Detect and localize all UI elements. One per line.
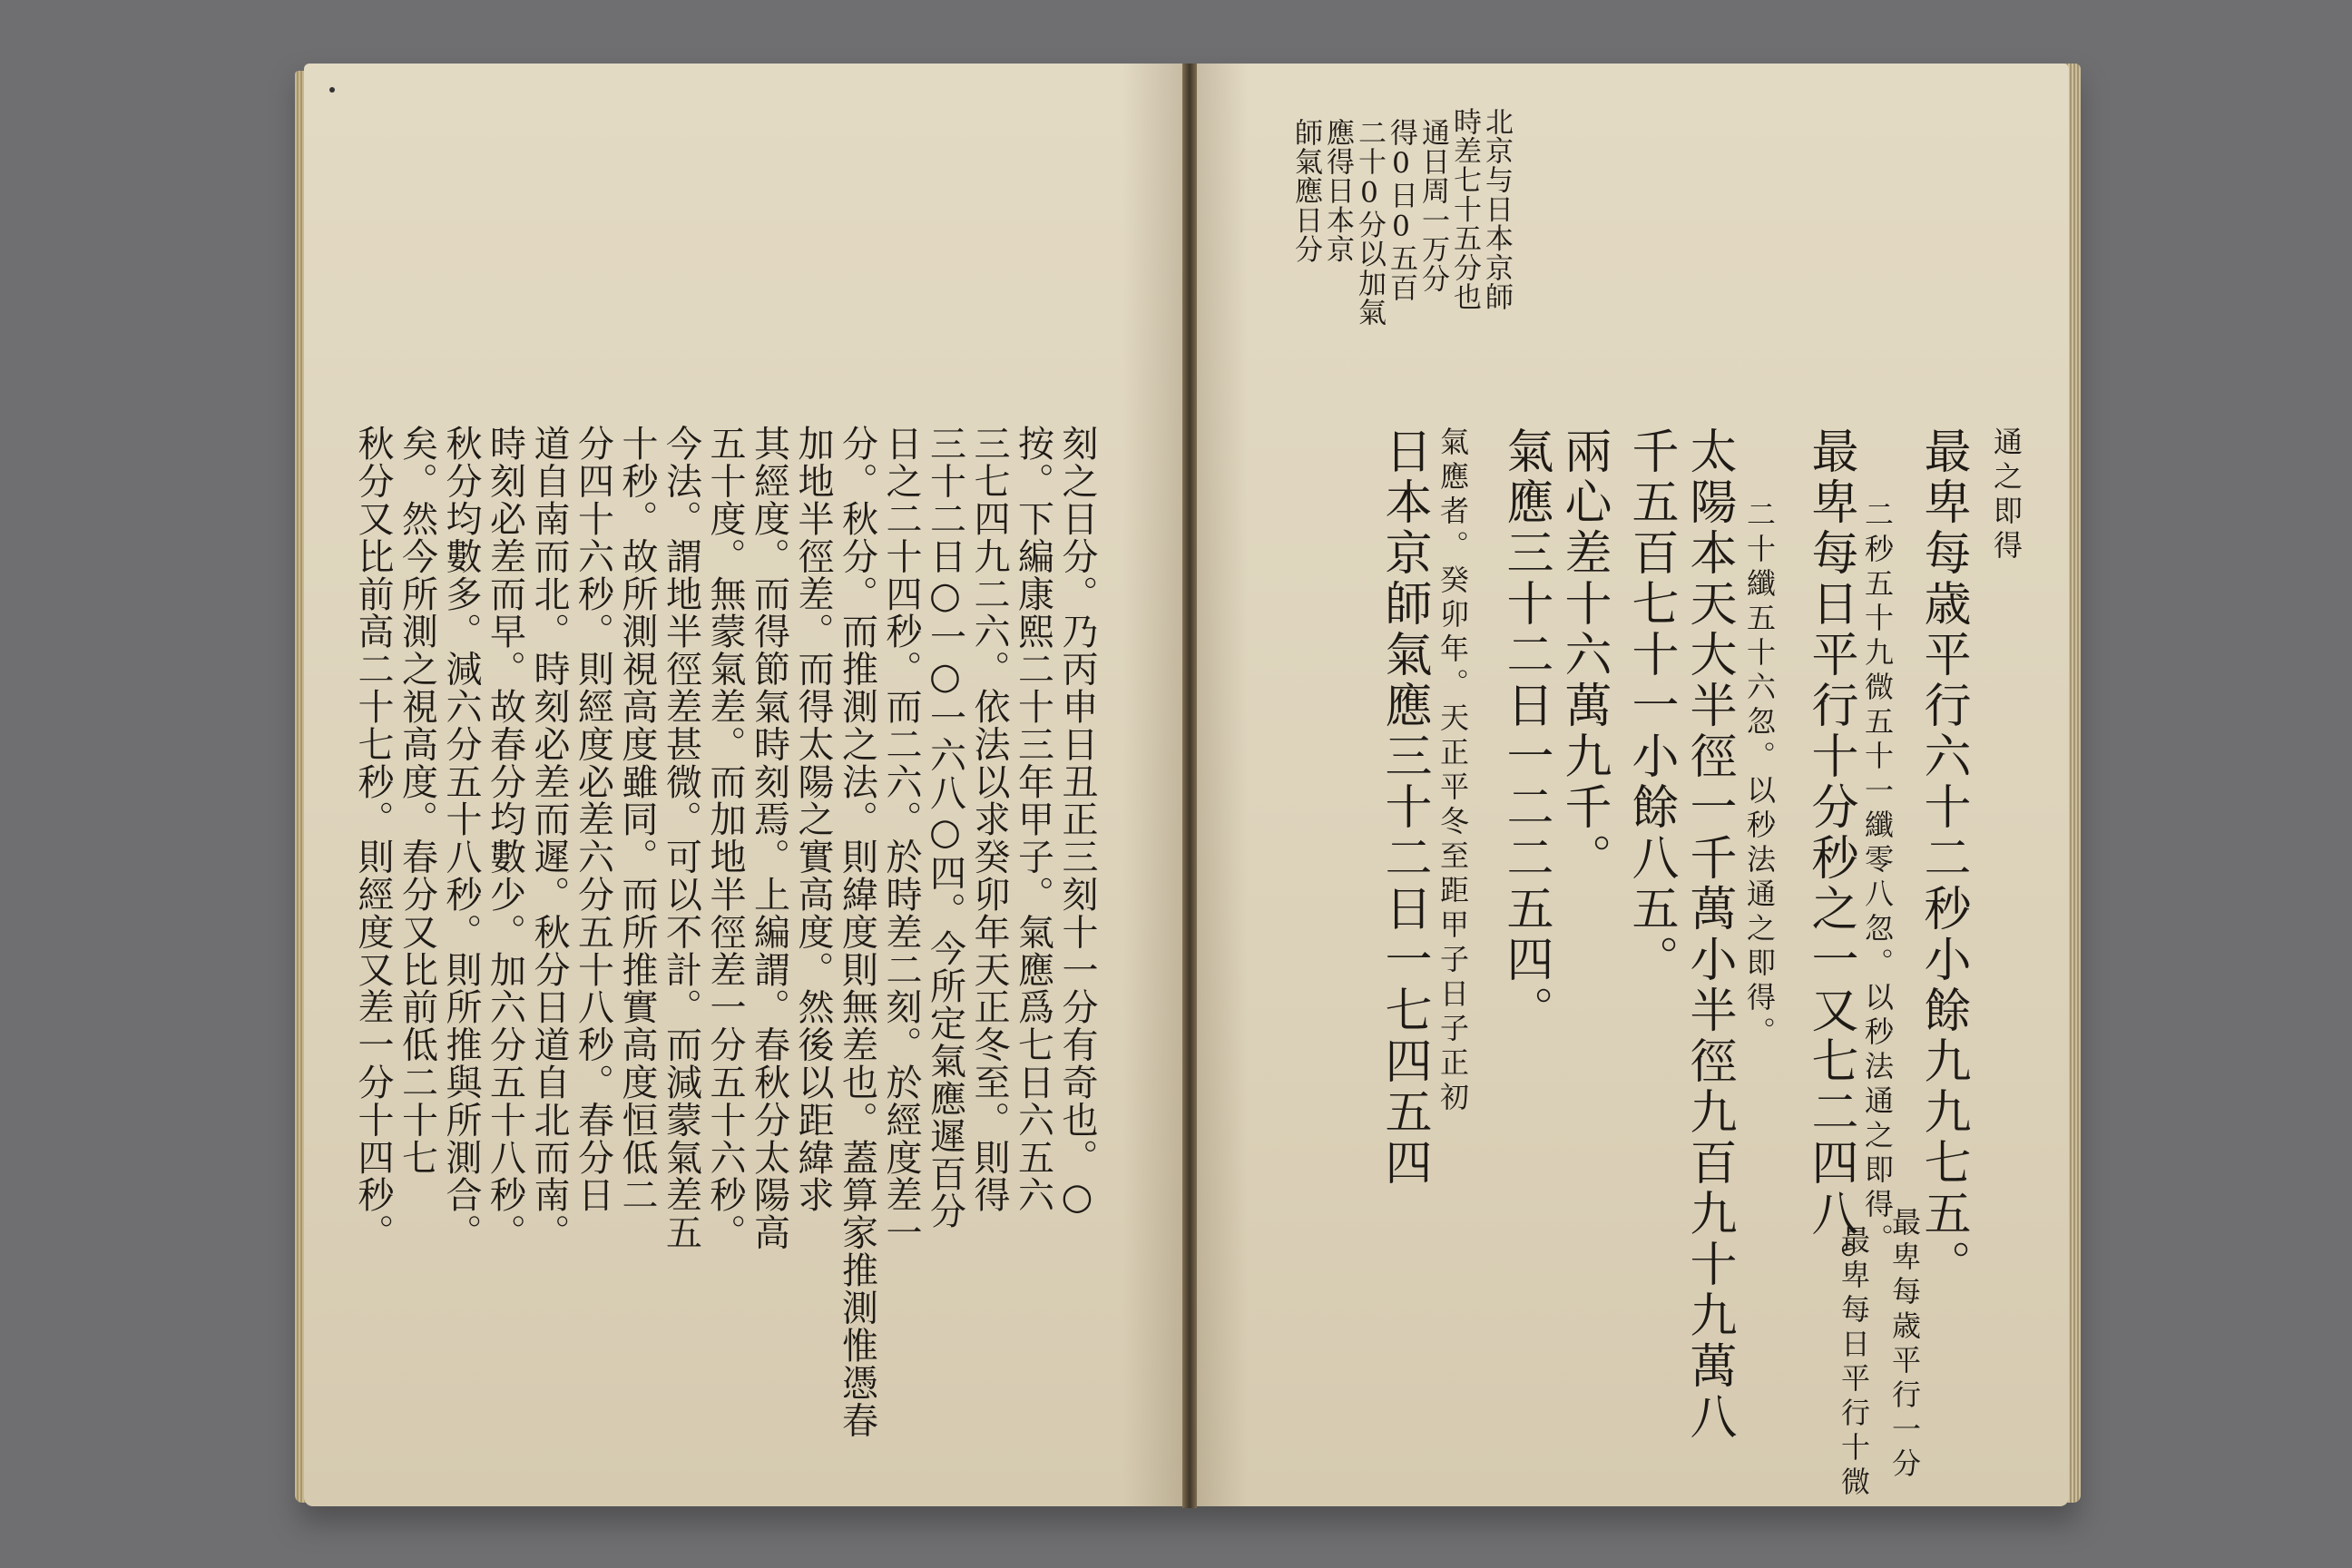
header-note-column: 通日周一万分: [1416, 118, 1449, 294]
left-text-column: 秋分又比前高二十七秒。則經度又差一分十四秒。: [352, 425, 394, 1251]
annotation-column: 二秒五十九微五十一纖零八忽。以秒法通之即得。: [1860, 499, 1895, 1258]
left-text-column: 刻之日分。乃丙申日丑正三刻十一分有奇也。○: [1056, 425, 1098, 1220]
main-text-column: 兩心差十六萬九千。: [1556, 426, 1611, 884]
annotation-column: 通之即得: [1989, 426, 2024, 564]
left-text-column: 今法。謂地半徑差甚微。可以不計。而減蒙氣差五: [660, 425, 702, 1251]
left-text-column: 三十二日○一○一六八○四。今所定氣應遲百分: [924, 425, 966, 1230]
main-text-column: 日本京師氣應三十二日一七四五四: [1377, 426, 1431, 1189]
left-text-column: 時刻必差而早。故春分均數少。加六分五十八秒。: [484, 425, 526, 1251]
left-page: [304, 64, 1186, 1506]
header-note-column: 師氣應日分: [1289, 118, 1322, 264]
left-text-column: 加地半徑差。而得太陽之實高度。然後以距緯求: [792, 425, 834, 1214]
main-text-column: 氣應三十二日一二二五四。: [1498, 426, 1553, 1036]
left-text-column: 按。下編康熙二十三年甲子。氣應爲七日六五六: [1012, 425, 1054, 1214]
left-text-column: 分。秋分。而推測之法。則緯度則無差也。蓋算家推測惟憑春: [836, 425, 878, 1439]
header-note-column: 時差七十五分也: [1448, 107, 1481, 312]
left-text-column: 分四十六秒。則經度必差六分五十八秒。春分日: [572, 425, 614, 1214]
main-text-column: 太陽本天大半徑一千萬小半徑九百九十九萬八: [1681, 426, 1736, 1443]
open-book: [304, 64, 2073, 1511]
main-text-column: 最卑每歳平行六十二秒小餘九九七五。: [1916, 426, 1970, 1290]
main-text-column: 千五百七十一小餘八五。: [1623, 426, 1678, 985]
left-text-column: 十秒。故所測視高度雖同。而所推實高度恒低二: [616, 425, 658, 1214]
left-text-column: 秋分均數多。減六分五十八秒。則所推與所測合。: [440, 425, 482, 1251]
header-note-column: 北京与日本京師: [1480, 107, 1513, 312]
left-text-column: 三七四九二六。依法以求癸卯年天正冬至。則得: [968, 425, 1010, 1214]
annotation-column: 氣應者。癸卯年。天正平冬至距甲子日子正初: [1436, 426, 1470, 1116]
left-text-column: 矣。然今所測之視高度。春分又比前低二十七: [396, 425, 438, 1176]
main-text-column: 最卑每日平行十分秒之一又七二四八。: [1803, 426, 1857, 1290]
ink-dot: [329, 87, 335, 93]
header-note-column: 應得日本京: [1321, 118, 1354, 264]
annotation-column: 二十纖五十六忽。以秒法通之即得。: [1742, 499, 1777, 1051]
book-gutter: [1182, 64, 1197, 1508]
header-note-column: 得0日0五百: [1385, 118, 1417, 303]
margin-note-column: 最卑每歳平行一分: [1887, 1207, 1922, 1483]
margin-note-column: 最卑每日平行十微: [1837, 1225, 1871, 1501]
left-text-column: 道自南而北。時刻必差而遲。秋分日道自北而南。: [528, 425, 570, 1251]
right-page: [1193, 64, 2069, 1506]
left-text-column: 其經度。而得節氣時刻焉。上編謂。春秋分太陽高: [748, 425, 790, 1251]
left-text-column: 日之二十四秒。而二六。於時差二刻。於經度差一: [880, 425, 922, 1251]
left-text-column: 五十度。無蒙氣差。而加地半徑差一分五十六秒。: [704, 425, 746, 1251]
header-note-column: 二十0分以加氣: [1353, 118, 1386, 328]
